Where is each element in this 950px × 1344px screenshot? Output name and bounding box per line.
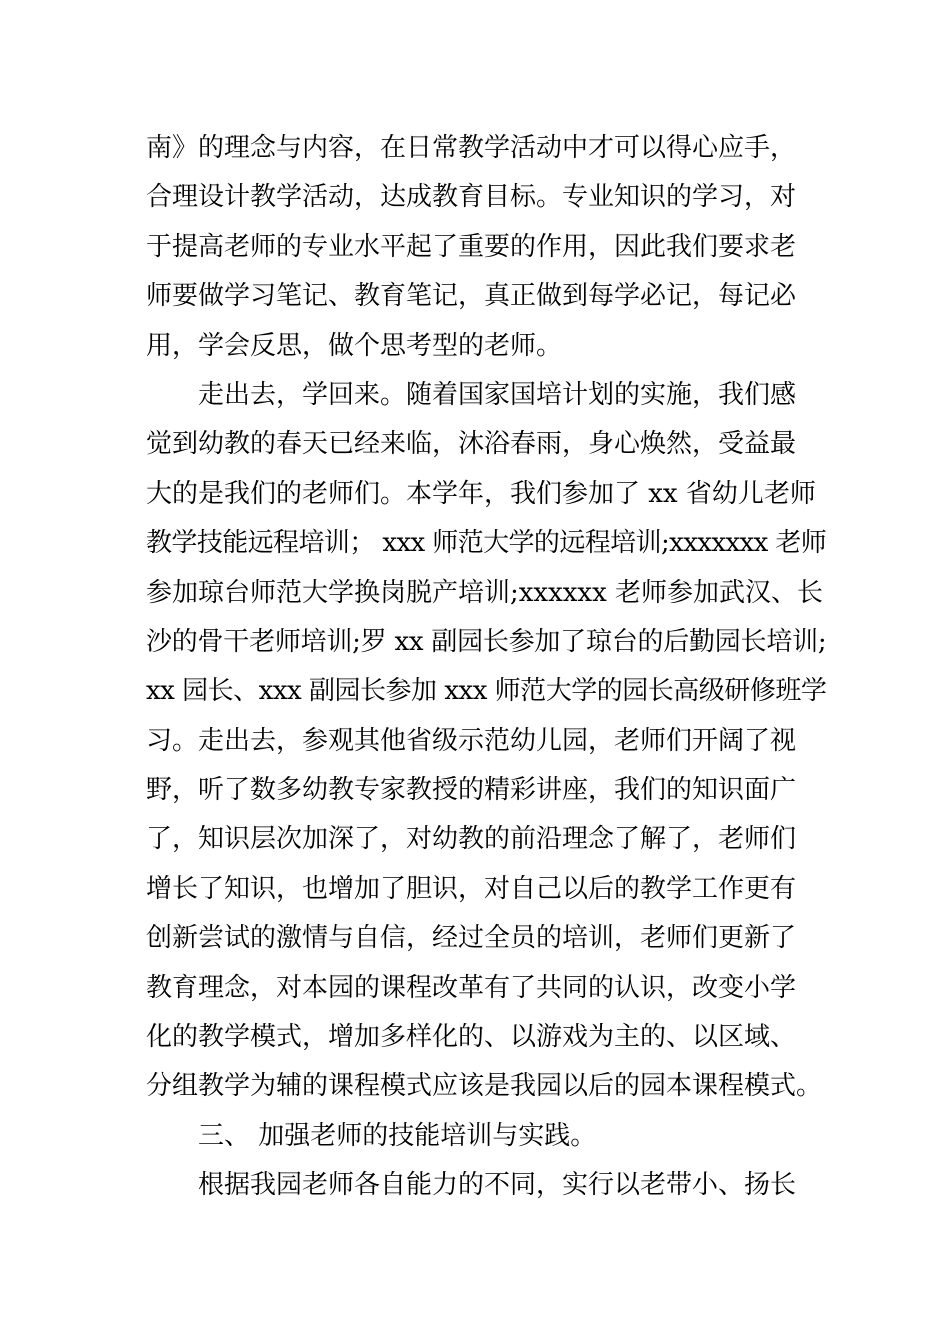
text-line: 化的教学模式，增加多样化的、以游戏为主的、以区域、 xyxy=(146,1022,797,1053)
text-line: 根据我园老师各自能力的不同，实行以老带小、扬长 xyxy=(198,1170,797,1201)
body-text xyxy=(146,124,826,1211)
text-line: 野，听了数多幼教专家教授的精彩讲座，我们的知识面广 xyxy=(146,775,797,806)
text-line: 参加琼台师范大学换岗脱产培训;xxxxxx 老师参加武汉、长 xyxy=(146,577,824,608)
text-line: 习。走出去，参观其他省级示范幼儿园，老师们开阔了视 xyxy=(146,725,797,756)
text-line: 觉到幼教的春天已经来临，沐浴春雨，身心焕然，受益最 xyxy=(146,429,797,460)
text-line: 沙的骨干老师培训;罗 xx 副园长参加了琼台的后勤园长培训; xyxy=(146,626,827,657)
text-line: 教学技能远程培训； xxx 师范大学的远程培训;xxxxxxx 老师 xyxy=(146,528,827,559)
text-line: xx 园长、xxx 副园长参加 xxx 师范大学的园长高级研修班学 xyxy=(146,676,827,707)
text-line: 大的是我们的老师们。本学年，我们参加了 xx 省幼儿老师 xyxy=(146,478,816,509)
text-line: 南》的理念与内容，在日常教学活动中才可以得心应手， xyxy=(146,133,797,163)
text-line: 师要做学习笔记、教育笔记，真正做到每学必记，每记必 xyxy=(146,281,797,312)
text-line: 于提高老师的专业水平起了重要的作用，因此我们要求老 xyxy=(146,231,797,262)
text-line: 教育理念，对本园的课程改革有了共同的认识，改变小学 xyxy=(146,972,797,1003)
text-line: 走出去，学回来。随着国家国培计划的实施，我们感 xyxy=(198,379,797,410)
text-line: 三、 加强老师的技能培训与实践。 xyxy=(198,1120,597,1151)
text-line: 增长了知识，也增加了胆识，对自己以后的教学工作更有 xyxy=(146,873,797,904)
text-line: 分组教学为辅的课程模式应该是我园以后的园本课程模式。 xyxy=(146,1071,823,1102)
text-line: 创新尝试的激情与自信，经过全员的培训，老师们更新了 xyxy=(146,923,797,954)
text-line: 用，学会反思，做个思考型的老师。 xyxy=(146,330,563,361)
text-line: 了，知识层次加深了，对幼教的前沿理念了解了，老师们 xyxy=(146,824,797,855)
text-line: 合理设计教学活动，达成教育目标。专业知识的学习，对 xyxy=(146,182,797,213)
